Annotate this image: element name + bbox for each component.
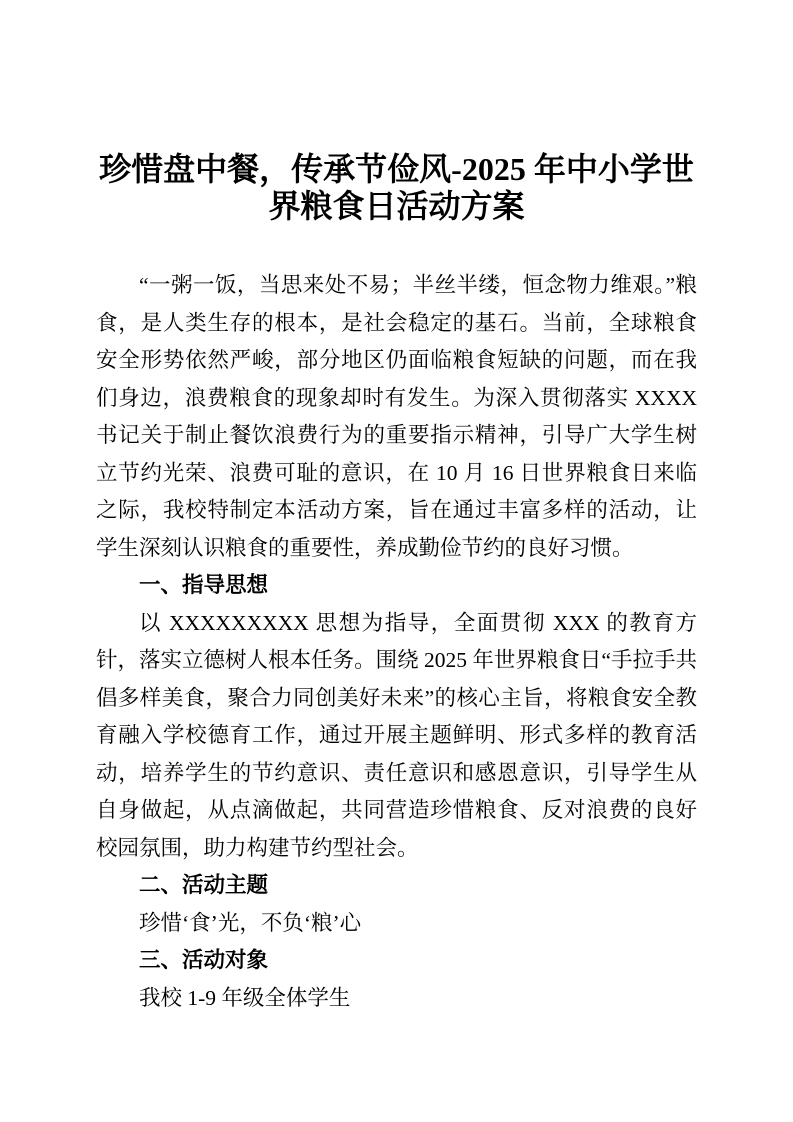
intro-paragraph: “一粥一饭，当思来处不易；半丝半缕，恒念物力维艰。”粮食，是人类生存的根本，是社会稳定的基石。当前，全球粮食安全形势依然严峻，部分地区仍面临粮食短缺的问题，而在我们身边，浪费粮食的现象却时有发生。为深入贯彻落实 XXXX 书记关于制止餐饮浪费行为的重要指示精神，引导广大学生树立节约光荣、浪费可耻的意识，在 10 月 16 日世界粮食日来临之际，我校特制定本活动方案，旨在通过丰富多样的活动，让学生深刻认识粮食的重要性，养成勤俭节约的良好习惯。	[96, 273, 697, 560]
section-3-body: 我校 1-9 年级全体学生	[139, 985, 351, 1010]
section-1-body: 以 XXXXXXXXX 思想为指导，全面贯彻 XXX 的教育方针，落实立德树人根本任务。围绕 2025 年世界粮食日“手拉手共倡多样美食，聚合力同创美好未来”的核心主旨，将粮食安全教育融入学校德育工作，通过开展主题鲜明、形式多样的教育活动，培养学生的节约意识、责任意识和感恩意识，引导学生从自身做起，从点滴做起，共同营造珍惜粮食、反对浪费的良好校园氛围，助力构建节约型社会。	[96, 610, 697, 860]
document-body	[96, 151, 697, 1017]
section-2-body: 珍惜‘食’光，不负‘粮’心	[139, 910, 362, 935]
document-title: 珍惜盘中餐，传承节俭风-2025 年中小学世界粮食日活动方案	[99, 151, 694, 224]
section-3-heading: 三、活动对象	[139, 948, 269, 972]
section-1-heading: 一、指导思想	[139, 573, 269, 597]
section-2-heading: 二、活动主题	[139, 873, 269, 897]
